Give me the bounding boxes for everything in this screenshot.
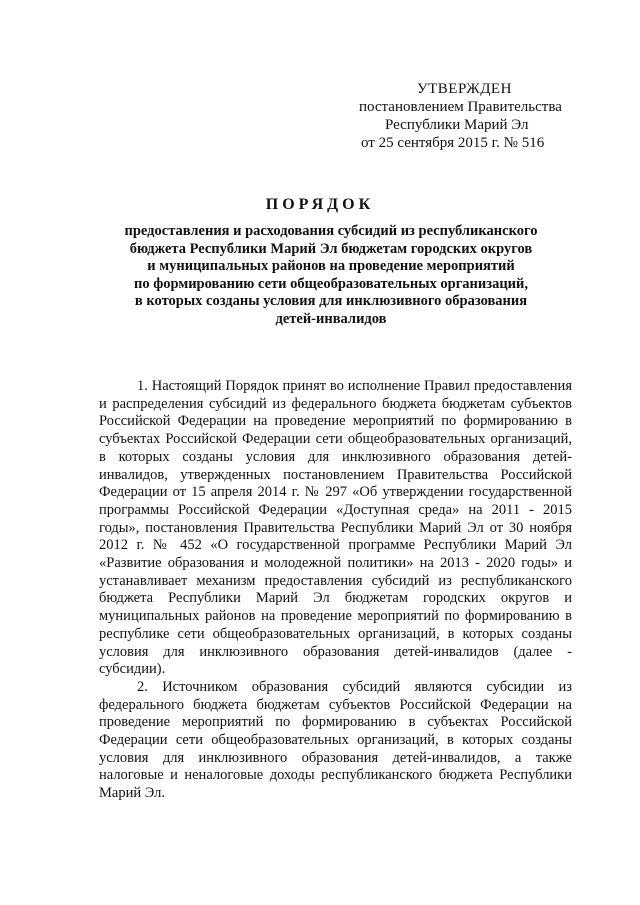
subtitle-line: по формированию сети общеобразовательных организаций, xyxy=(133,275,529,292)
approval-line-1: постановлением Правительства xyxy=(359,99,562,115)
paragraph-2-text: 2. Источником образования субсидий являются субсидии из федерального бюджета бюджетам субъектов Российской Федерации на проведение мероприятий по формированию в субъектах Российской Федерации сети общеобразовательных организаций, в которых созданы условия для инклюзивного образования детей-инвалидов, а также налоговые и неналоговые доходы республиканского бюджета Республики Марий Эл. xyxy=(99,678,572,802)
document-title: ПОРЯДОК xyxy=(265,196,375,213)
paragraph-1-text: 1. Настоящий Порядок принят во исполнение Правил предоставления и распределения субсидий из федерального бюджета бюджетам субъектов Российской Федерации на проведение мероприятий по формированию в субъектах Российской Федерации сети общеобразовательных организаций, в которых созданы условия для инклюзивного образования детей-инвалидов, утвержденных постановлением Правительства Российской Федерации от 15 апреля 2014 г. № 297 «Об утверждении государственной программы Российской Федерации «Доступная среда» на 2011 - 2015 годы», постановления Правительства Республики Марий Эл от 30 ноября 2012 г. № 452 «О государственной программе Республики Марий Эл «Развитие образования и молодежной политики» на 2013 - 2020 годы» и устанавливает механизм предоставления субсидий из республиканского бюджета Республики Марий Эл бюджетам городских округов и муниципальных районов на проведение мероприятий по формированию в республике сети общеобразовательных организаций, в которых созданы условия для инклюзивного образования детей-инвалидов (далее - субсидии). xyxy=(99,378,572,678)
subtitle-line: бюджета Республики Марий Эл бюджетам городских округов xyxy=(129,240,533,257)
document-body xyxy=(99,378,572,803)
approval-line-2: Республики Марий Эл xyxy=(385,117,529,133)
subtitle-line: детей-инвалидов xyxy=(275,310,387,327)
approval-heading: УТВЕРЖДЕН xyxy=(417,81,512,97)
paragraph-1 xyxy=(99,378,572,679)
subtitle-line: предоставления и расходования субсидий из республиканского xyxy=(124,223,538,239)
approval-stamp xyxy=(355,80,595,152)
paragraph-2 xyxy=(99,679,572,803)
document-subtitle xyxy=(96,223,566,328)
approval-line-3: от 25 сентября 2015 г. № 516 xyxy=(361,135,545,151)
subtitle-line: в которых созданы условия для инклюзивного образования xyxy=(134,293,528,309)
subtitle-line: и муниципальных районов на проведение мероприятий xyxy=(147,258,515,274)
